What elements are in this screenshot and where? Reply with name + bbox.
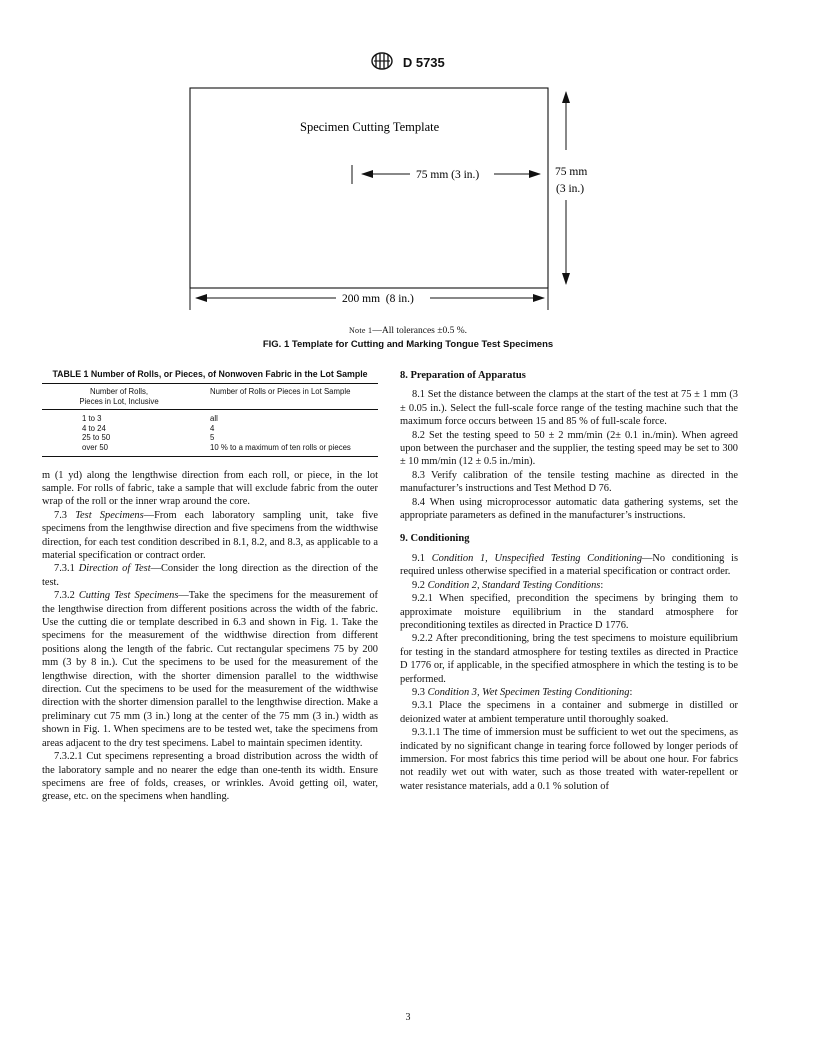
paragraph-9-1: 9.1 Condition 1, Unspecified Testing Conditioning—No conditioning is required unless otherwise specified in a material specification or contract order. [400, 552, 738, 578]
paragraph-7-3-2-1: 7.3.2.1 Cut specimens representing a broad distribution across the width of the laboratory sample and no nearer the edge than one-tenth its width. Ensure specimens are free of folds, creases, or wrinkles. Avoid getting oil, water, grease, etc. on the specimens when handling. [42, 751, 378, 803]
right-column [400, 369, 738, 793]
note-prefix: Note 1 [348, 326, 373, 335]
table-row: 4 to 24 4 [82, 423, 215, 433]
height-label-line2: (3 in.) [556, 183, 585, 195]
paragraph-8-2: 8.2 Set the testing speed to 50 ± 2 mm/min (2± 0.1 in./min). When agreed upon between the purchaser and the supplier, the testing speed may be set to 300 ± 10 mm/min (12 ± 0.5 in./min). [400, 429, 738, 468]
page-number: 3 [405, 1012, 411, 1023]
paragraph-9-3: 9.3 Condition 3, Wet Specimen Testing Conditioning: [412, 686, 633, 698]
paragraph-8-3: 8.3 Verify calibration of the tensile testing machine as directed in the manufacturer’s instructions and Test Method D 76. [400, 469, 738, 495]
height-label-line1: 75 mm [555, 166, 588, 178]
figure-caption: FIG. 1 Template for Cutting and Marking Tongue Test Specimens [262, 339, 554, 350]
table-title: TABLE 1 Number of Rolls, or Pieces, of Nonwoven Fabric in the Lot Sample [52, 369, 368, 379]
document-designation: D 5735 [402, 55, 445, 70]
figure-note [0, 326, 816, 336]
table-row: 25 to 50 5 [82, 433, 215, 443]
table-1 [42, 369, 378, 457]
paragraph-7-3-2: 7.3.2 Cutting Test Specimens—Take the specimens for the measurement of the lengthwise direction from different positions across the width of the fabric. Use the cutting die or template described in 6.3 and shown in Fig. 1. Take the specimens for the measurement of the widthwise direction from different positions along the length of the fabric. Cut rectangular specimens 75 by 200 mm (3 by 8 in.). Cut the specimens to be used for the measurement of the lengthwise direction, with the shorter dimension parallel to the widthwise direction. Cut the specimens to be used for the measurement of the widthwise direction with the shorter dimension parallel to the lengthwise direction. Make a preliminary cut 75 mm (3 in.) long at the center of the 75 mm (3 in.) width as shown in Fig. 1. When specimens are to be tested wet, take the specimens from areas adjacent to the dry test specimens. Label to maintain specimen identity. [42, 590, 378, 749]
paragraph-9-3-1-1: 9.3.1.1 The time of immersion must be sufficient to wet out the specimens, as indicated by no significant change in tearing force followed by longer periods of immersion. For most fabrics this time period will be about one hour. For fabrics not readily wet out with water, such as those treated with water-repellent or water resistance materials, add a 0.1 % solution of [400, 727, 738, 792]
section-heading-8: 8. Preparation of Apparatus [400, 370, 526, 381]
template-rectangle [190, 88, 548, 288]
left-column [42, 369, 378, 804]
paragraph-9-2-1: 9.2.1 When specified, precondition the specimens by bringing them to approximate moisture equilibrium in the standard atmosphere for preconditioning textiles as directed in Practice D 1776. [400, 593, 738, 631]
paragraph-9-2-2: 9.2.2 After preconditioning, bring the test specimens to moisture equilibrium for testing in the standard atmosphere for testing textiles as directed in Practice D 1776 or, if applicable, in the specified atmosphere in which the testing is to be performed. [400, 633, 738, 685]
paragraph-7-2-cont: m (1 yd) along the lengthwise direction from each roll, or piece, in the lot sample. For rolls of fabric, take a sample that will exclude fabric from the outer wrap of the roll or the inner wrap around the core. [42, 469, 378, 508]
width-label: 200 mm (8 in.) [342, 293, 414, 305]
table-header-sample: Number of Rolls or Pieces in Lot Sample [196, 384, 378, 410]
paragraph-8-1: 8.1 Set the distance between the clamps at the start of the test at 75 ± 1 mm (3 ± 0.05 in.). Select the full-scale force range of the testing machine such that the maximum force occurs between 15 and 85 % of full-scale force. [400, 389, 738, 428]
paragraph-8-4: 8.4 When using microprocessor automatic data gathering systems, set the appropriate parameters as defined in the manufacturer’s instructions. [400, 496, 738, 522]
note-text: —All tolerances ±0.5 %. [372, 326, 467, 336]
table-row: over 50 10 % to a maximum of ten rolls or pieces [42, 443, 378, 456]
cut-label: 75 mm (3 in.) [416, 169, 480, 181]
paragraph-9-2: 9.2 Condition 2, Standard Testing Conditions: [412, 579, 604, 591]
table-header-lot: Number of Rolls, Pieces in Lot, Inclusive [42, 384, 196, 410]
table-row: 1 to 3 all [82, 414, 218, 424]
lot-sample-table [42, 383, 378, 457]
section-heading-9: 9. Conditioning [400, 533, 470, 545]
paragraph-9-3-1: 9.3.1 Place the specimens in a container and submerge in distilled or deionized water at ambient temperature until thoroughly soaked. [400, 700, 738, 725]
figure-template-diagram [0, 0, 816, 330]
template-label: Specimen Cutting Template [300, 120, 440, 134]
paragraph-7-3-1: 7.3.1 Direction of Test—Consider the long direction as the direction of the test. [42, 563, 378, 588]
paragraph-7-3: 7.3 Test Specimens—From each laboratory sampling unit, take five specimens from the lengthwise direction and five specimens from the widthwise direction, for each test condition described in 8.1, 8.2, and 8.3, as applicable to a material specification or contract order. [42, 509, 378, 561]
